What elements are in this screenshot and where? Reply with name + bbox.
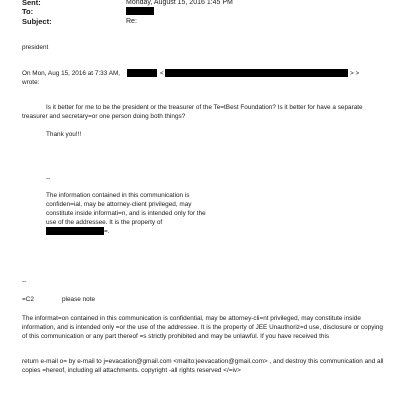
thanks-line: Thank you!!! [46,131,82,138]
to-label: To: [22,7,34,16]
subject-label: Subject: [22,17,52,26]
quoted-question: Is it better for me to be the president or the treasurer of the Te=tBest Foundation? Is it better for have a separate treasurer and secretary=or one person doing both things? [22,104,363,120]
redaction-property-owner [46,227,104,235]
subject-value: Re: [126,18,137,25]
return-email-notice: return e-mail o= by e-mail to j=evacation@gmail.com <mailto:jeevacation@gmail.com> , and destroy this communication and all copies =hereof, including all attachments. copyright -all rights reserved </=iv> [22,358,384,374]
reply-line: president [22,44,49,51]
please-note: please note [62,296,96,303]
sent-label: Sent: [22,0,41,7]
quote-header-prefix: On Mon, Aug 15, 2016 at 7:33 AM, [22,70,121,77]
sent-value: Monday, August 15, 2016 1:45 PM [126,0,233,6]
confidential-notice-1-end: =. [104,228,110,235]
confidential-notice-2: The informat=on contained in this communication is confidential, may be attorney-cli=nt privileged, may constitute inside information, and is intended only =or the use of the addressee. It is the property of JEE Unauthoriz=d use, disclosure or copying of this communication or any part thereof =s strictly prohibited and may be unlawful. If you have received this [22,315,383,340]
quote-header-wrote: wrote: [22,79,40,86]
redaction-sender-email [165,69,348,77]
confidential-notice-1: The information contained in this communication is confiden=ial, may be attorney-client privileged, may constitute inside informati=n, and is intended only for the use of the addressee. It is the property of [46,192,206,226]
redaction-to [126,7,154,15]
quote-header-gt: > > [350,70,360,77]
redaction-sender-name [127,69,157,77]
dash-line-1: -- [46,175,51,182]
c2-marker: =C2 [22,296,34,303]
dash-line-2: -- [22,278,27,285]
quote-header-lt: < [160,70,164,77]
